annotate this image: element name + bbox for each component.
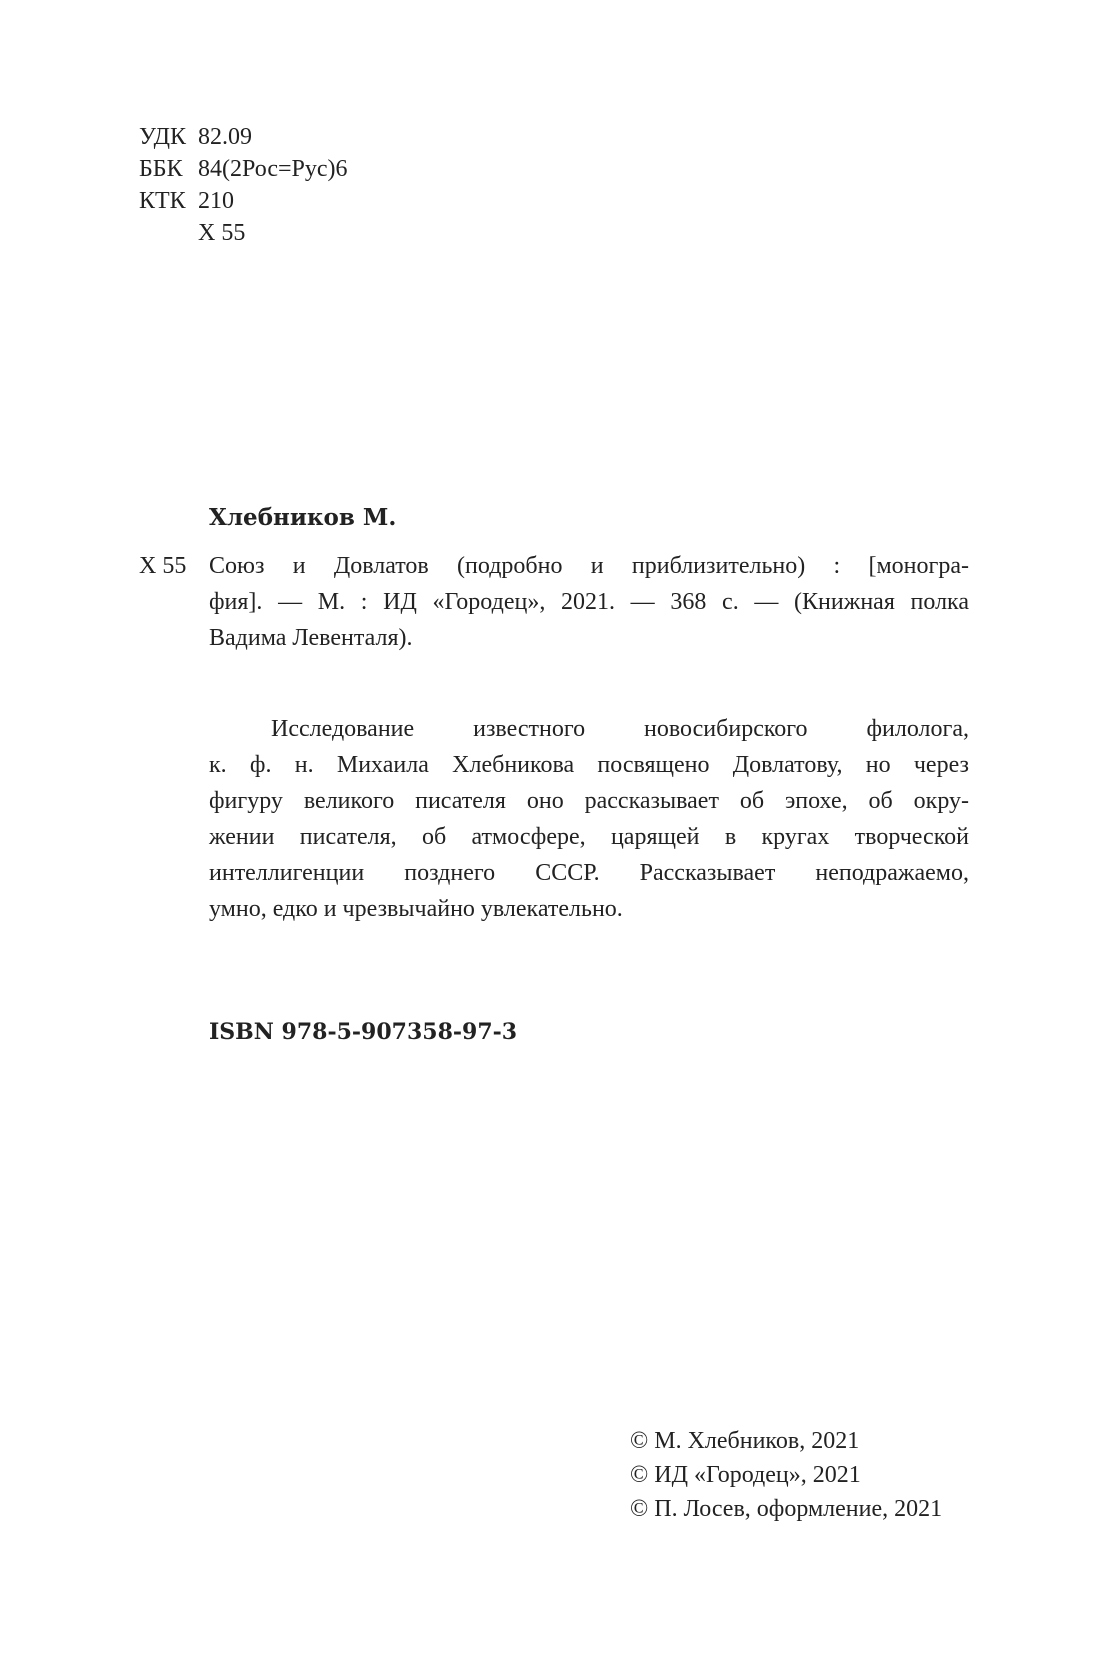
classification-label: ББК [139, 156, 183, 182]
annotation-line: Исследование известного новосибирского филолога, [271, 716, 969, 742]
annotation-paragraph [209, 711, 969, 927]
annotation-line: жении писателя, об атмосфере, царящей в кругах творческой [209, 824, 969, 850]
isbn-number: ISBN 978-5-907358-97-3 [209, 1019, 518, 1045]
bbk-row [139, 153, 348, 185]
entry-line: Союз и Довлатов (подробно и приблизительно) : [моногра- [209, 553, 969, 579]
author-mark: Х 55 [198, 220, 246, 246]
classification-label: КТК [139, 188, 186, 214]
udk-row [139, 121, 348, 153]
copyright-line: © М. Хлебников, 2021 [630, 1428, 860, 1454]
annotation-line: умно, едко и чрезвычайно увлекательно. [209, 896, 623, 922]
classification-value: 210 [198, 188, 234, 214]
entry-line: фия]. — М. : ИД «Городец», 2021. — 368 с. — (Книжная полка [209, 589, 969, 615]
author-mark-row [139, 217, 348, 249]
cutter-code: Х 55 [139, 553, 187, 579]
author-heading: Хлебников М. [209, 504, 397, 531]
classification-value: 84(2Рос=Рус)6 [198, 156, 348, 182]
classification-value: 82.09 [198, 124, 252, 150]
classification-label: УДК [139, 124, 186, 150]
copyright-line: © П. Лосев, оформление, 2021 [630, 1496, 943, 1522]
copyright-line: © ИД «Городец», 2021 [630, 1462, 861, 1488]
copyright-notices [630, 1424, 942, 1526]
annotation-line: фигуру великого писателя оно рассказывает об эпохе, об окру- [209, 788, 969, 814]
annotation-line: к. ф. н. Михаила Хлебникова посвящено Довлатову, но через [209, 752, 969, 778]
bibliographic-entry [209, 548, 969, 656]
annotation-line: интеллигенции позднего СССР. Рассказывает неподражаемо, [209, 860, 969, 886]
entry-line: Вадима Левенталя). [209, 625, 413, 651]
classification-codes [139, 121, 348, 249]
ktk-row [139, 185, 348, 217]
